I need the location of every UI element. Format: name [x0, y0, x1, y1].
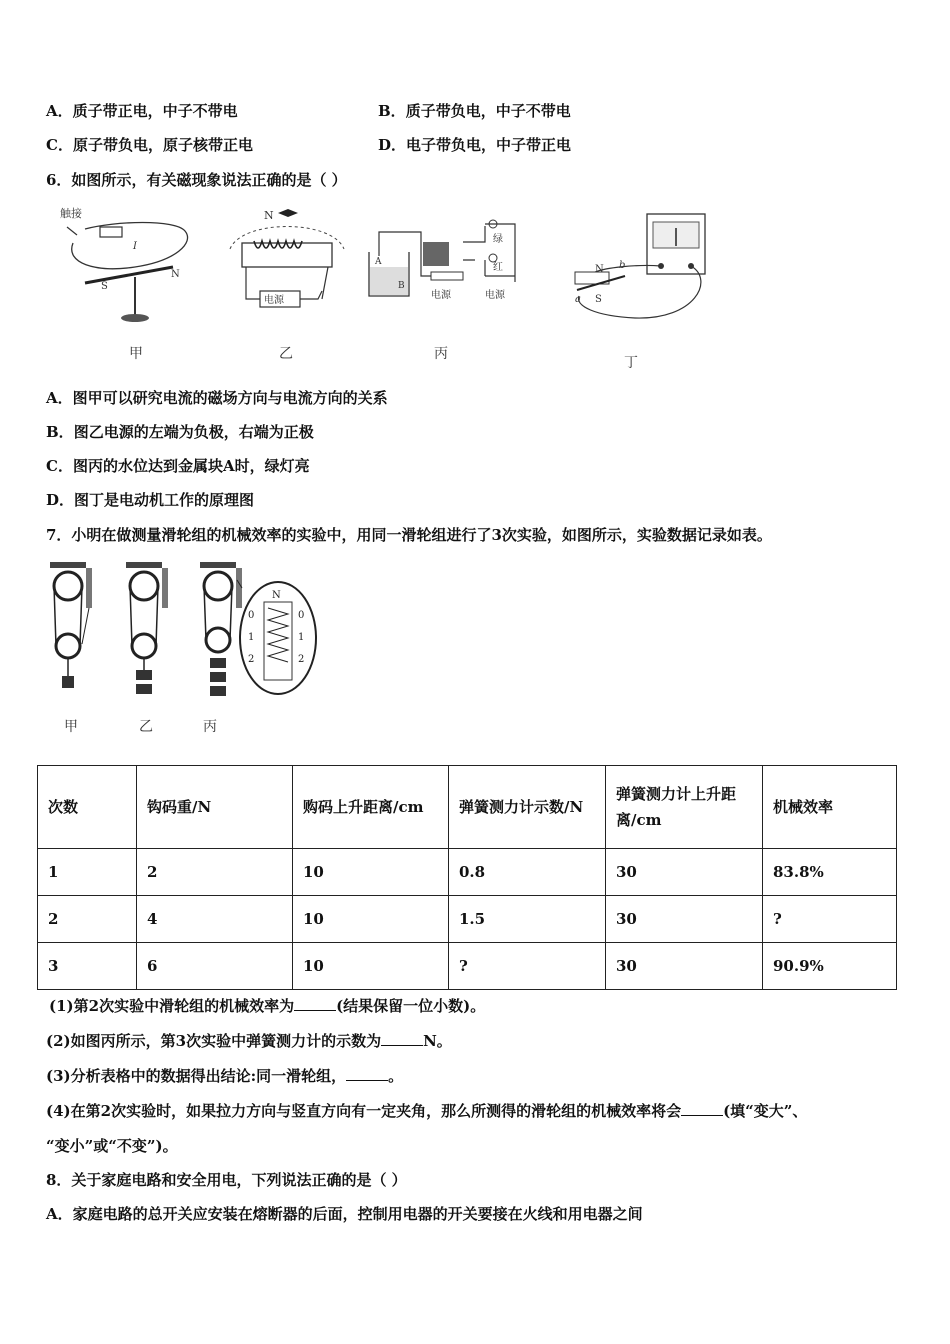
- q7-sub-1: (1)第2次实验中滑轮组的机械效率为 (结果保留一位小数)。: [49, 997, 486, 1015]
- q6-figure-ding: [565, 210, 725, 340]
- q7-pulley-figures: [42, 558, 322, 708]
- table-row: [38, 943, 897, 990]
- svg-text:绿: 绿: [493, 234, 503, 245]
- table-cell: 90.9%: [763, 943, 897, 990]
- q5-option-c: C．原子带负电，原子核带正电: [46, 136, 253, 154]
- svg-text:B: B: [398, 281, 405, 291]
- table-cell: 1: [38, 849, 137, 896]
- q7-stem: 7．小明在做测量滑轮组的机械效率的实验中，用同一滑轮组进行了3次实验，如图所示，实验数据记录如表。: [46, 526, 772, 544]
- q6-option-a: A．图甲可以研究电流的磁场方向与电流方向的关系: [46, 389, 388, 407]
- table-cell: 83.8%: [763, 849, 897, 896]
- svg-text:2: 2: [248, 654, 255, 665]
- table-cell: 30: [606, 896, 763, 943]
- table-header-row: [38, 766, 897, 849]
- svg-text:2: 2: [298, 654, 305, 665]
- caption-jia: 甲: [129, 346, 143, 362]
- q8-option-a: A．家庭电路的总开关应安装在熔断器的后面，控制用电器的开关要接在火线和用电器之间: [46, 1205, 643, 1223]
- q7-sub-4-cont: “变小”或“不变”)。: [46, 1137, 178, 1155]
- caption-q7-bing: 丙: [203, 719, 217, 735]
- table-cell: 3: [38, 943, 137, 990]
- svg-text:0: 0: [298, 610, 305, 621]
- q6-option-b: B．图乙电源的左端为负极，右端为正极: [46, 423, 314, 441]
- q6-stem: 6．如图所示，有关磁现象说法正确的是（ ）: [46, 171, 347, 189]
- table-cell: 6: [137, 943, 293, 990]
- caption-q7-jia: 甲: [64, 719, 78, 735]
- svg-text:0: 0: [248, 610, 255, 621]
- table-header: 机械效率: [763, 766, 897, 849]
- pulley-yi-icon: [126, 562, 168, 694]
- q6-option-d: D．图丁是电动机工作的原理图: [46, 491, 255, 509]
- svg-text:1: 1: [298, 632, 305, 643]
- q6-option-c: C．图丙的水位达到金属块A时，绿灯亮: [46, 457, 310, 475]
- table-row: [38, 849, 897, 896]
- svg-text:N: N: [595, 264, 604, 275]
- svg-text:电源: 电源: [264, 295, 284, 306]
- q5-option-d: D．电子带负电，中子带正电: [378, 136, 572, 154]
- svg-text:S: S: [595, 294, 602, 305]
- table-cell: 0.8: [449, 849, 606, 896]
- svg-text:红: 红: [493, 262, 503, 273]
- table-cell: 1.5: [449, 896, 606, 943]
- answer-blank[interactable]: [294, 996, 336, 1011]
- svg-text:S: S: [101, 281, 108, 292]
- q7-sub-4: (4)在第2次实验时，如果拉力方向与竖直方向有一定夹角，那么所测得的滑轮组的机械效率将会 (填“变大”、: [46, 1102, 808, 1120]
- compass-icon: [278, 209, 298, 217]
- svg-text:I: I: [133, 241, 137, 252]
- table-header: 购码上升距离/cm: [293, 766, 449, 849]
- svg-text:a: a: [575, 294, 581, 305]
- table-header: 钩码重/N: [137, 766, 293, 849]
- caption-yi: 乙: [279, 346, 293, 362]
- svg-text:b: b: [619, 260, 626, 271]
- q5-option-b: B．质子带负电，中子不带电: [378, 102, 571, 120]
- svg-text:电源: 电源: [431, 290, 451, 301]
- svg-text:N: N: [272, 590, 281, 601]
- table-row: [38, 896, 897, 943]
- answer-blank[interactable]: [381, 1031, 423, 1046]
- table-cell: 2: [137, 849, 293, 896]
- table-cell: 10: [293, 849, 449, 896]
- q6-figure-yi: [222, 205, 352, 315]
- pulley-jia-icon: [50, 562, 92, 688]
- q8-stem: 8．关于家庭电路和安全用电，下列说法正确的是（ ）: [46, 1171, 407, 1189]
- compass-needle-icon: [85, 267, 173, 283]
- table-cell: 2: [38, 896, 137, 943]
- table-cell: 10: [293, 896, 449, 943]
- caption-bing: 丙: [434, 346, 448, 362]
- svg-text:N: N: [171, 269, 180, 280]
- q6-figure-bing: [365, 212, 525, 322]
- table-cell: 30: [606, 943, 763, 990]
- svg-text:N: N: [264, 209, 274, 222]
- svg-text:A: A: [375, 257, 382, 267]
- caption-q7-yi: 乙: [139, 719, 153, 735]
- table-header: 次数: [38, 766, 137, 849]
- table-header: 弹簧测力计示数/N: [449, 766, 606, 849]
- battery-icon: [100, 227, 122, 237]
- q6-figure-jia: [55, 203, 205, 328]
- table-header: 弹簧测力计上升距离/cm: [606, 766, 763, 849]
- svg-text:电源: 电源: [485, 290, 505, 301]
- q5-option-a: A．质子带正电，中子不带电: [46, 102, 238, 120]
- table-cell: ?: [449, 943, 606, 990]
- relay-icon: [423, 242, 449, 266]
- table-cell: 4: [137, 896, 293, 943]
- caption-ding: 丁: [624, 355, 638, 371]
- svg-text:1: 1: [248, 632, 255, 643]
- table-cell: 30: [606, 849, 763, 896]
- table-cell: ?: [763, 896, 897, 943]
- q7-sub-2: (2)如图丙所示，第3次实验中弹簧测力计的示数为 N。: [46, 1032, 452, 1050]
- answer-blank[interactable]: [346, 1066, 388, 1081]
- touch-label: 触接: [60, 207, 82, 220]
- q7-data-table: [37, 765, 897, 990]
- table-cell: 10: [293, 943, 449, 990]
- pulley-bing-icon: [200, 562, 242, 696]
- q7-sub-3: (3)分析表格中的数据得出结论:同一滑轮组， 。: [46, 1067, 404, 1085]
- answer-blank[interactable]: [681, 1101, 723, 1116]
